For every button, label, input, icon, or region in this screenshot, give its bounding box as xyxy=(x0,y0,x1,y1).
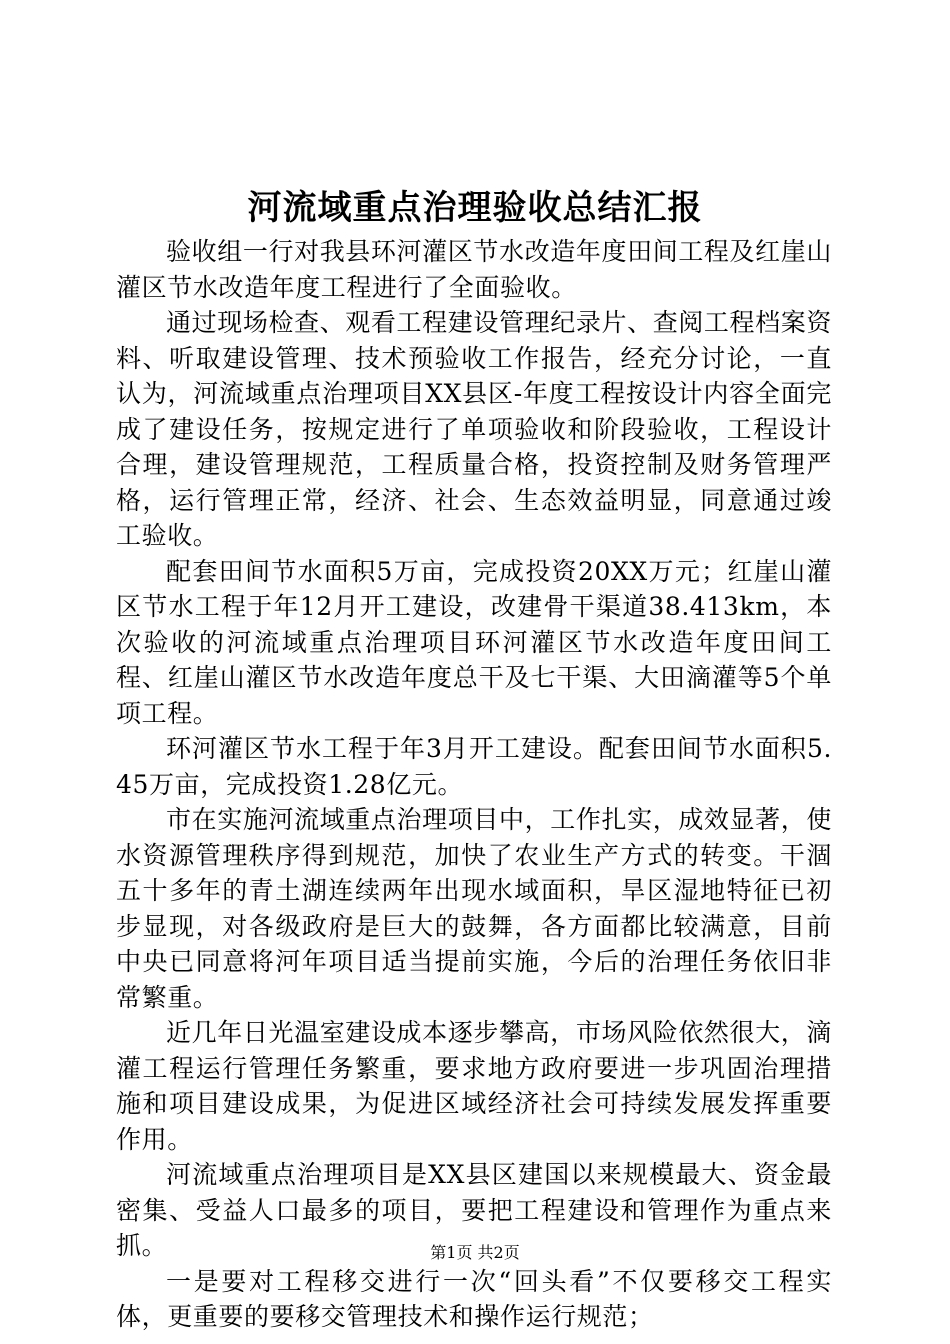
paragraph: 验收组一行对我县环河灌区节水改造年度田间工程及红崖山灌区节水改造年度工程进行了全面验收。 xyxy=(116,237,832,302)
paragraph: 河流域重点治理项目是XX县区建国以来规模最大、资金最密集、受益人口最多的项目，要把工程建设和管理作为重点来抓。 xyxy=(116,1160,832,1260)
document-body xyxy=(116,234,832,1335)
paragraph: 环河灌区节水工程于年3月开工建设。配套田间节水面积5.45万亩，完成投资1.28亿元。 xyxy=(116,734,832,799)
paragraph: 近几年日光温室建设成本逐步攀高，市场风险依然很大，滴灌工程运行管理任务繁重，要求地方政府要进一步巩固治理措施和项目建设成果，为促进区域经济社会可持续发展发挥重要作用。 xyxy=(116,1018,832,1154)
document-title: 河流域重点治理验收总结汇报 xyxy=(247,188,703,228)
page-number-footer: 第1页 共2页 xyxy=(430,1243,520,1262)
paragraph: 一是要对工程移交进行一次“回头看”不仅要移交工程实体，更重要的要移交管理技术和操作运行规范； xyxy=(116,1266,832,1331)
paragraph: 市在实施河流域重点治理项目中，工作扎实，成效显著，使水资源管理秩序得到规范，加快了农业生产方式的转变。干涸五十多年的青土湖连续两年出现水域面积，旱区湿地特征已初步显现，对各级政府是巨大的鼓舞，各方面都比较满意，目前中央已同意将河年项目适当提前实施，今后的治理任务依旧非常繁重。 xyxy=(116,805,832,1012)
paragraph: 配套田间节水面积5万亩，完成投资20XX万元；红崖山灌区节水工程于年12月开工建设，改建骨干渠道38.413km，本次验收的河流域重点治理项目环河灌区节水改造年度田间工程、红崖山灌区节水改造年度总干及七干渠、大田滴灌等5个单项工程。 xyxy=(116,556,832,728)
paragraph: 通过现场检查、观看工程建设管理纪录片、查阅工程档案资料、听取建设管理、技术预验收工作报告，经充分讨论，一直认为，河流域重点治理项目XX县区-年度工程按设计内容全面完成了建设任务，按规定进行了单项验收和阶段验收，工程设计合理，建设管理规范，工程质量合格，投资控制及财务管理严格，运行管理正常，经济、社会、生态效益明显，同意通过竣工验收。 xyxy=(116,308,832,550)
